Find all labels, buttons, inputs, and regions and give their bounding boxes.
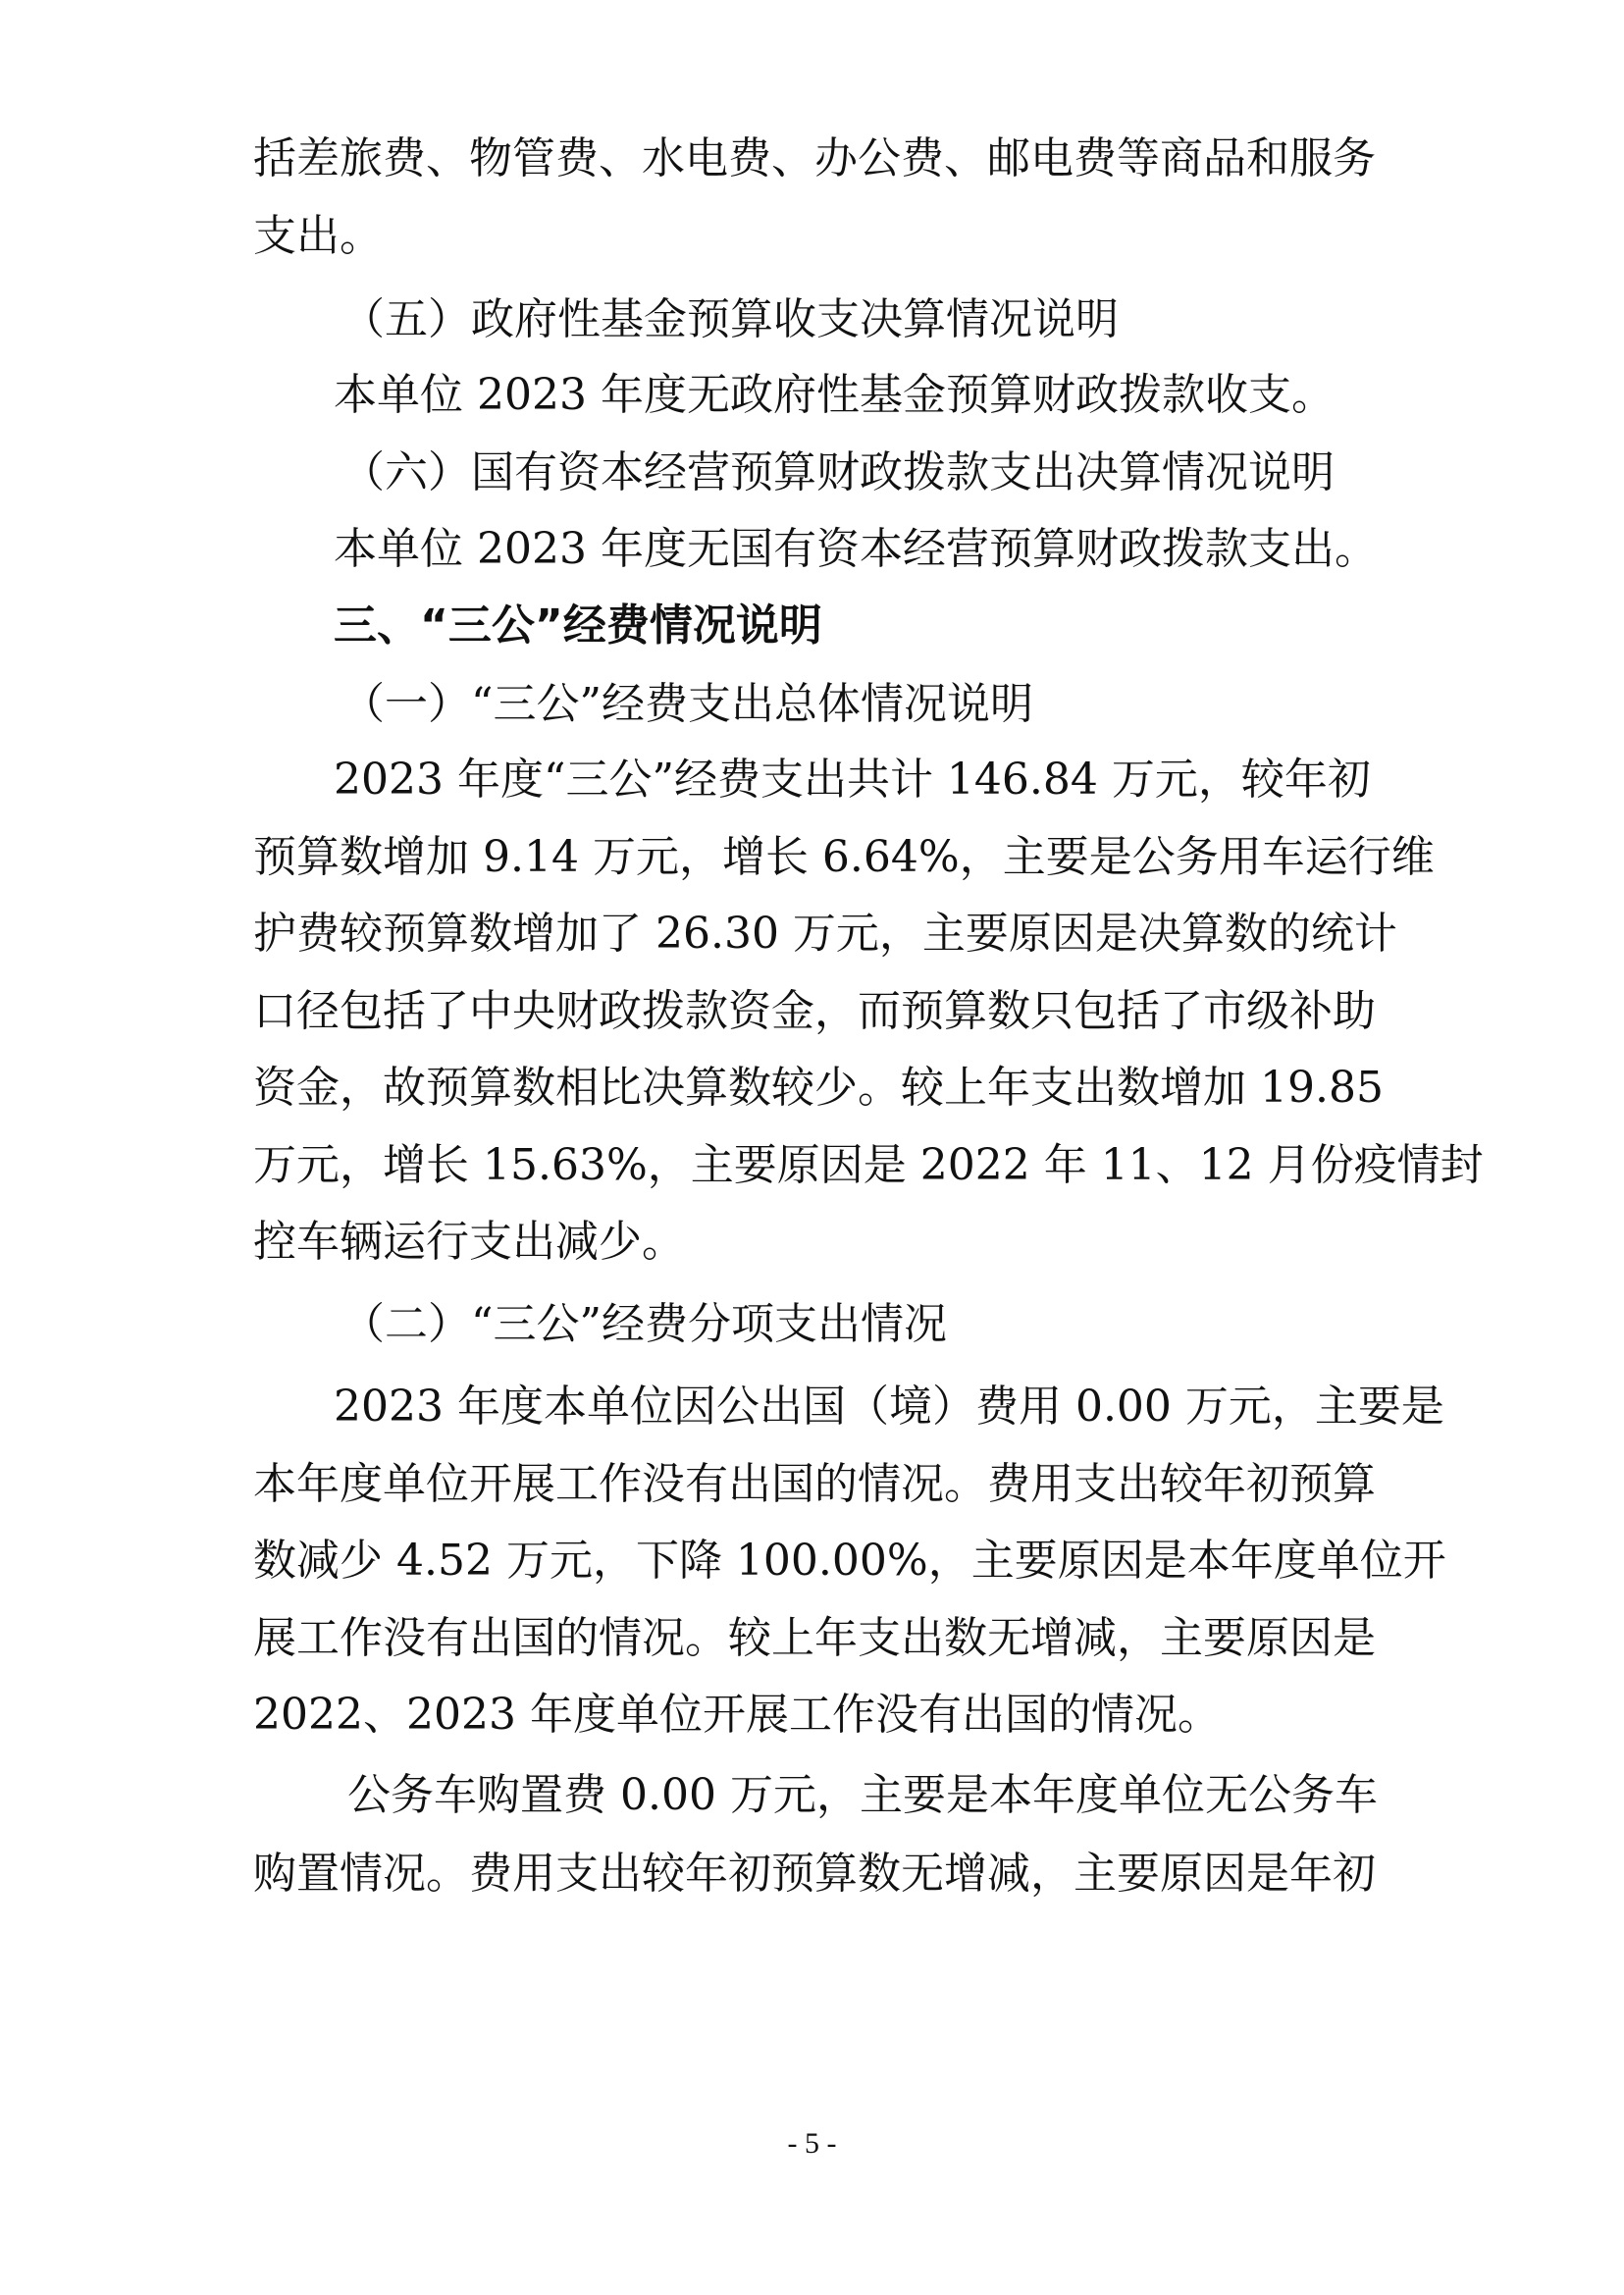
body-text-line: 资金，故预算数相比决算数较少。较上年支出数增加 19.85 (253, 1063, 1384, 1113)
body-text-line: 本单位 2023 年度无政府性基金预算财政拨款收支。 (334, 370, 1335, 420)
body-text-line: 数减少 4.52 万元，下降 100.00%，主要原因是本年度单位开 (253, 1536, 1446, 1586)
body-text-line: 护费较预算数增加了 26.30 万元，主要原因是决算数的统计 (253, 909, 1397, 959)
body-text-line: 口径包括了中央财政拨款资金，而预算数只包括了市级补助 (253, 986, 1376, 1036)
subsection-heading-5: （五）政府性基金预算收支决算情况说明 (341, 294, 1119, 344)
body-text-line: 万元，增长 15.63%，主要原因是 2022 年 11、12 月份疫情封 (253, 1140, 1484, 1190)
body-text-line: 购置情况。费用支出较年初预算数无增减，主要原因是年初 (253, 1849, 1376, 1899)
body-text-line: 展工作没有出国的情况。较上年支出数无增减，主要原因是 (253, 1613, 1376, 1663)
body-text-line: 本年度单位开展工作没有出国的情况。费用支出较年初预算 (253, 1459, 1376, 1509)
body-text-line: 支出。 (253, 211, 383, 261)
body-text-line: 控车辆运行支出减少。 (253, 1217, 685, 1267)
body-text-line: 2023 年度“三公”经费支出共计 146.84 万元，较年初 (334, 755, 1371, 805)
body-text-line: 2022、2023 年度单位开展工作没有出国的情况。 (253, 1690, 1221, 1740)
subsection-heading-2: （二）“三公”经费分项支出情况 (341, 1299, 947, 1349)
body-text-line: 括差旅费、物管费、水电费、办公费、邮电费等商品和服务 (253, 133, 1376, 183)
body-text-line: 预算数增加 9.14 万元，增长 6.64%，主要是公务用车运行维 (253, 832, 1435, 882)
body-text-line: 本单位 2023 年度无国有资本经营预算财政拨款支出。 (334, 524, 1378, 574)
body-text-line: 公务车购置费 0.00 万元，主要是本年度单位无公务车 (347, 1770, 1378, 1820)
page-number: - 5 - (787, 2127, 837, 2160)
subsection-heading-1: （一）“三公”经费支出总体情况说明 (341, 679, 1033, 729)
subsection-heading-6: （六）国有资本经营预算财政拨款支出决算情况说明 (341, 447, 1335, 497)
body-text-line: 2023 年度本单位因公出国（境）费用 0.00 万元，主要是 (334, 1382, 1444, 1432)
section-heading-3: 三、“三公”经费情况说明 (334, 600, 822, 651)
